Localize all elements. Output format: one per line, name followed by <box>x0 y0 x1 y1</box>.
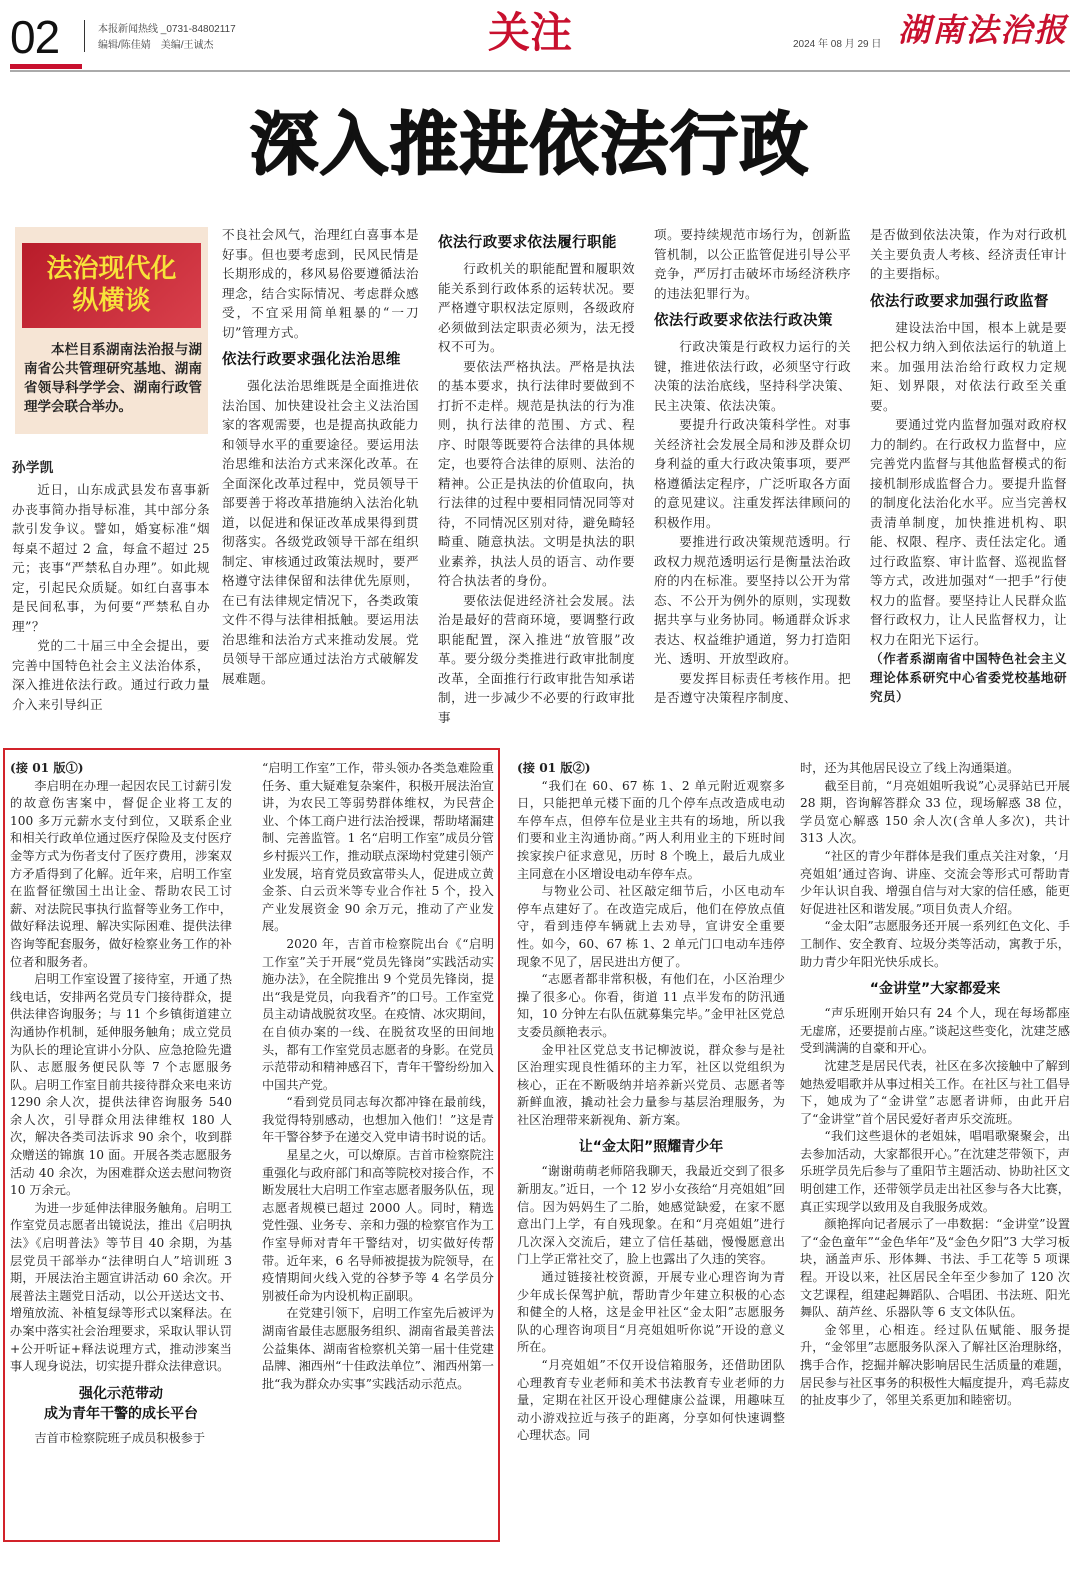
page-number-bar <box>10 64 82 69</box>
subheading: “金讲堂”大家都爱来 <box>869 981 1001 998</box>
news-hotline: 本报新闻热线 _0731-84802117 <box>98 24 236 35</box>
top_columns-column <box>870 225 1067 707</box>
author-name: 孙学凯 <box>12 460 54 476</box>
divider <box>84 20 85 52</box>
paragraph: 金甲社区党总支书记柳波说，群众参与是社区治理实现良性循环的主力军，社区以党组织为核心，正在不断吸纳并培养新兴党员、志愿者等新鲜血液，撬动社会力量参与基层治理服务，为社区治理带来新视角、新方案。 <box>517 1042 785 1127</box>
paragraph: 要发挥目标责任考核作用。把是否遵守决策程序制度、 <box>654 670 851 705</box>
subheading: 强化示范带动 <box>79 1385 163 1402</box>
paragraph: “我们这些退休的老姐妹，唱唱歌聚聚会，出去参加活动，大家都很开心。”在沈建芝带领下，声乐班学员先后参与了重阳节主题活动、协助社区文明创建工作，还带领学员走出社区参与各大比赛，真正实现学以致用及自我服务成效。 <box>800 1129 1070 1214</box>
paragraph: “看到党员同志每次都冲锋在最前线，我觉得特别感动，也想加入他们！”这是青年干警谷梦予在递交入党申请书时说的话。 <box>262 1095 494 1145</box>
paragraph: “我们在 60、67 栋 1、2 单元附近观察多日，只能把单元楼下面的几个停车点改造成电动车停车点，但停车位是业主共有的场地，所以我们要和业主沟通协商。”两人利用业主的下班时间挨家挨户征求意见，历时 8 个晚上，最后九成业主同意在小区增设电动车停车点。 <box>517 778 785 881</box>
column-note: 本栏目系湖南法治报与湖南省公共管理研究基地、湖南省领导科学学会、湖南行政管理学会联合举办。 <box>24 342 202 415</box>
paragraph: 启明工作室设置了接待室，开通了热线电话，安排两名党员专门接待群众，提供法律咨询服务；与 11 个乡镇街道建立沟通协作机制，延伸服务触角；成立党员为队长的理论宣讲小分队、应急抢险先遣队、志愿服务便民队等 7 个志愿服务队。启明工作室目前共接待群众来电来访 1290 余人次，提供法律咨询服务 540 余人次，引导群众用法律维权 180 人次，解决各类司法诉求 90 余个，收到群众赠送的锦旗 10 面。开展各类志愿服务活动 40 余次，为困难群众送去慰问物资 10 万余元。 <box>10 972 232 1198</box>
paragraph: 星星之火，可以燎原。吉首市检察院注重强化与政府部门和高等院校对接合作，不断发展壮大启明工作室志愿者服务队伍，现志愿者规模已超过 2000 人。同时，精选党性强、业务专、亲和力强的检察官作为工作室导师对青年干警结对，切实做好传帮带。近年来，6 名导师被提拔为院领导，在疫情期间火线入党的谷梦予等 4 名学员分别被任命为内设机构正副职。 <box>262 1148 494 1303</box>
top_columns-column <box>654 225 851 707</box>
bottom_columns-column <box>262 760 494 1535</box>
paragraph: 是否做到依法决策，作为对行政机关主要负责人考核、经济责任审计的主要指标。 <box>870 227 1067 281</box>
masthead-logo: 湖南法治报 <box>898 11 1069 49</box>
author-byline: （作者系湖南省中国特色社会主义理论体系研究中心省委党校基地研究员） <box>870 651 1067 704</box>
paragraph: 行政机关的职能配置和履职效能关系到行政体系的运转状况。要严格遵守职权法定原则，各级政府必须做到法定职责必须为，法无授权不可为。 <box>438 261 635 354</box>
paragraph: “志愿者都非常积极，有他们在，小区治理少操了很多心。你看，街道 11 点半发布的防汛通知，10 分钟左右队伍就募集完毕。”金甲社区党总支委员颜艳表示。 <box>517 972 785 1039</box>
column-banner-line1: 法治现代化 <box>46 254 177 285</box>
paragraph: 建设法治中国，根本上就是要把公权力纳入到依法运行的轨道上来。加强用法治给行政权力定规矩、划界限，对依法行政至关重要。 <box>870 319 1067 413</box>
paragraph: 行政决策是行政权力运行的关键，推进依法行政，必须坚守行政决策的法治底线，坚持科学决策、民主决策、依法决策。 <box>654 339 851 413</box>
paragraph: 沈建芝是居民代表，社区在多次接触中了解到她热爱唱歌并从事过相关工作。在社区与社工倡导下，她成为了“金讲堂”志愿者讲师，由此开启了“金讲堂”首个居民爱好者声乐交流班。 <box>800 1058 1070 1126</box>
paragraph: 要通过党内监督加强对政府权力的制约。在行政权力监督中，应完善党内监督与其他监督模式的衔接机制形成监督合力。要提升监督的制度化法治化水平。应当完善权责清单制度，加快推进机构、职能、权限、程序、责任法定化。通过行政监察、审计监督、巡视监督等方式，改进加强对“一把手”行使权力的监督。要坚持让人民群众监督行政权力，让人民监督权力，让权力在阳光下运行。 <box>870 417 1067 647</box>
paragraph: “启明工作室”工作，带头领办各类急难险重任务、重大疑难复杂案件，积极开展法治宣讲，为农民工等弱势群体维权，为民营企业、个体工商户进行法治授课，帮助堵漏建制、完善监管。1 名“启明工作室”成员分管乡村振兴工作，推动联点深坳村党建引领产业发展，培育党员致富带头人，促进成立黄金茶、白云贡米等专业合作社 5 个，投入产业发展资金 90 余万元，推动了产业发展。 <box>262 761 494 934</box>
paragraph: 不良社会风气，治理红白喜事本是好事。但也要考虑到，民风民情是长期形成的，移风易俗要遵循法治理念，结合实际情况、考虑群众感受，不宜采用简单粗暴的“一刀切”管理方式。 <box>222 227 419 340</box>
paragraph: 颜艳挥向记者展示了一串数据：“金讲堂”设置了“金色童年”“金色华年”及“金色夕阳”3 大学习板块，涵盖声乐、形体舞、书法、手工花等 5 项课程。开设以来，社区居民全年至少参加了 120 次文艺课程，组建起舞蹈队、合唱团、书法班、阳光舞队、葫芦丝、乐器队等 6 支文体队伍。 <box>800 1217 1070 1320</box>
paragraph: 要依法促进经济社会发展。法治是最好的营商环境，要调整行政职能配置，深入推进“放管服”改革。要分级分类推进行政审批制度改革，全面推行行政审批告知承诺制，进一步减少不必要的行政审批事 <box>438 592 635 725</box>
paragraph: 李启明在办理一起因农民工讨薪引发的故意伤害案中，督促企业将工友的 100 多万元薪水支付到位，又联系企业和相关行政单位通过医疗保险及支付医疗金等方式为伤者支付了医疗费用，涉案双方矛盾得到了化解。近年来，启明工作室在监督征缴国土出让金、帮助农民工讨薪、对法院民事执行监督等业务工作中，做好释法说理、解决实际困难、提供法律咨询等配套服务，做好检察业务工作的补位者和服务者。 <box>10 778 232 969</box>
paragraph: 为进一步延伸法律服务触角。启明工作室党员志愿者出镜说法，推出《启明执法》《启明普法》等节目 40 余期，为基层党员干部举办“法律明白人”培训班 3 期，开展法治主题宣讲活动 60 余次。开展普法主题党日活动，以公开送达文书、增殖放流、补植复绿等形式以案释法。在办案中落实社会治理要求，采取认罪认罚+公开听证+释法说理方式，推动涉案当事人现身说法，切实提升群众法律意识。 <box>10 1200 232 1374</box>
top_columns-column <box>12 458 210 712</box>
subheading: 依法行政要求强化法治思维 <box>222 352 401 368</box>
paragraph: 近日，山东成武县发布喜事新办丧事简办指导标准，其中部分条款引发争议。譬如，婚宴标准“烟每桌不超过 2 盒，每盒不超过 25 元；丧事“严禁私自办理”。如此规定，引起民众质疑。如红白喜事本是民间私事，为何要“严禁私自办理”？ <box>12 482 210 634</box>
page-number: 02 <box>10 11 60 63</box>
paragraph: “声乐班刚开始只有 24 个人，现在每场都座无虚席，还要提前占座。”谈起这些变化，沈建芝感受到满满的自豪和开心。 <box>800 1006 1070 1056</box>
subheading: 依法行政要求依法行政决策 <box>654 313 833 329</box>
bottom_columns-column <box>517 760 785 1540</box>
column-banner <box>22 243 201 328</box>
headline: 深入推进依法行政 <box>249 106 810 185</box>
bottom_columns-column <box>10 760 232 1535</box>
paragraph: “谢谢萌萌老师陪我聊天，我最近交到了很多新朋友。”近日，一个 12 岁小女孩给“月亮姐姐”回信。因为妈妈生了二胎，她感觉缺爱，在家不愿意出门上学，有自残现象。在和“月亮姐姐”进行几次深入交流后，建立了信任基础，慢慢愿意出门上学正常社交了，脸上也露出了久违的笑容。 <box>517 1164 785 1267</box>
issue-date: 2024 年 08 月 29 日 <box>793 39 882 50</box>
subheading: 依法行政要求依法履行职能 <box>438 235 617 251</box>
header-rule <box>10 70 1070 72</box>
top_columns-column <box>438 225 635 725</box>
paragraph: 要提升行政决策科学性。对事关经济社会发展全局和涉及群众切身利益的重大行政决策事项，要严格遵循法定程序，广泛听取各方面的意见建议。注重发挥法律顾问的积极作用。 <box>654 417 851 530</box>
editors: 编辑/陈佳婧 美编/王诚杰 <box>98 40 214 51</box>
paragraph: 项。要持续规范市场行为，创新监管机制，以公正监管促进引导公平竞争，严厉打击破坏市场经济秩序的违法犯罪行为。 <box>654 227 851 301</box>
paragraph: 强化法治思维既是全面推进依法治国、加快建设社会主义法治国家的客观需要，也是提高执政能力和领导水平的重要途径。要运用法治思维和法治方式来深化改革。在全面深化改革过程中，党员领导干部要善于将改革措施纳入法治化轨道，以促进和保证改革成果得到贯彻落实。各级党政领导干部在组织制定、审核通过政策法规时，要严格遵守法律保留和法律优先原则，在已有法律规定情况下，各类政策文件不得与法律相抵触。要运用法治思维和法治方式来推动发展。党员领导干部应通过法治方式破解发展难题。 <box>222 378 419 686</box>
paragraph: 时，还为其他居民设立了线上沟通渠道。 <box>800 761 1020 775</box>
section-title: 关注 <box>488 8 573 57</box>
continued-from: (接 01 版②) <box>517 761 591 775</box>
paragraph: 2020 年，吉首市检察院出台《“启明工作室”关于开展“党员先锋岗”实践活动实施办法》，在全院推出 9 个党员先锋岗，提出“我是党员，向我看齐”的口号。工作室党员主动请战脱贫攻坚。在疫情、冰灾期间，在自侦办案的一线、在脱贫攻坚的田间地头，都有工作室党员志愿者的身影。在党员示范带动和精神感召下，青年干警纷纷加入中国共产党。 <box>262 936 494 1092</box>
paragraph: 通过链接社校资源，开展专业心理咨询为青少年成长保驾护航，帮助青少年建立积极的心态和健全的人格，这是金甲社区“金太阳”志愿服务队的心理咨询项目“月亮姐姐听你说”开设的意义所在。 <box>517 1270 785 1355</box>
paragraph: 金邻里，心相连。经过队伍赋能、服务提升，“金邻里”志愿服务队深入了解社区治理脉络，携手合作，挖掘并解决影响居民生活质量的难题，居民参与社区事务的积极性大幅度提升，鸡毛蒜皮的扯皮事少了，邻里关系更加和睦密切。 <box>800 1322 1070 1408</box>
subheading: 依法行政要求加强行政监督 <box>870 293 1049 310</box>
paragraph: 党的二十届三中全会提出，要完善中国特色社会主义法治体系，深入推进依法行政。通过行政力量介入来引导纠正 <box>12 638 210 712</box>
top_columns-column <box>222 225 419 707</box>
paragraph: 要依法严格执法。严格是执法的基本要求，执行法律时要做到不打折不走样。规范是执法的行为准则，执行法律的范围、方式、程序、时限等既要符合法律的具体规定，也要符合法律的原则、法治的精神。公正是执法的价值取向，执行法律的过程中要相同情况同等对待，不同情况区别对待，避免畸轻畸重、随意执法。文明是执法的职业素养，执法人员的语言、动作要符合执法者的身份。 <box>438 358 635 588</box>
bottom_columns-column <box>800 760 1070 1540</box>
paragraph: 要推进行政决策规范透明。行政权力规范透明运行是衡量法治政府的内在标准。要坚持以公开为常态、不公开为例外的原则，实现数据共享与业务协同。畅通群众诉求表达、权益维护通道，努力打造阳光、透明、开放型政府。 <box>654 534 851 666</box>
paragraph: 截至目前，“月亮姐姐听我说”心灵驿站已开展 28 期，咨询解答群众 33 位，现场解惑 38 位，学员宽心解惑 150 余人次(含单人多次)，共计 313 人次。 <box>800 778 1070 846</box>
paragraph: “金太阳”志愿服务还开展一系列红色文化、手工制作、安全教育、垃圾分类等活动，寓教于乐，助力青少年阳光快乐成长。 <box>800 919 1070 969</box>
paragraph: “社区的青少年群体是我们重点关注对象，‘月亮姐姐’通过咨询、讲座、交流会等形式可帮助青少年认识自我、增强自信与对大家的信任感，能更好促进社区和谐发展。”项目负责人介绍。 <box>800 848 1070 916</box>
paragraph: 吉首市检察院班子成员积极参于 <box>34 1430 206 1445</box>
paragraph: “月亮姐姐”不仅开设信箱服务，还借助团队心理教育专业老师和美术书法教育专业老师的力量，定期在社区开设心理健康公益课，用趣味互动小游戏拉近与孩子的距离，分享如何快速调整心理状态。同 <box>517 1358 785 1443</box>
paragraph: 与物业公司、社区敲定细节后，小区电动车停车点建好了。在改造完成后，他们在停放点值守，看到违停车辆就上去劝导，宣讲安全重要性。如今，60、67 栋 1、2 单元门口电动车违停现象不见了，居民进出方便了。 <box>517 884 785 969</box>
paragraph: 在党建引领下，启明工作室先后被评为湖南省最佳志愿服务组织、湖南省最美普法公益集体、湖南省检察机关第一届十佳党建品牌、湘西州“十佳政法单位”、湘西州第一批“我为群众办实事”实践活动示范点。 <box>262 1306 494 1391</box>
continued-from: (接 01 版①) <box>10 761 84 775</box>
subheading: 让“金太阳”照耀青少年 <box>578 1139 724 1156</box>
column-banner-line2: 纵横谈 <box>72 285 151 316</box>
subheading: 成为青年干警的成长平台 <box>44 1405 198 1422</box>
